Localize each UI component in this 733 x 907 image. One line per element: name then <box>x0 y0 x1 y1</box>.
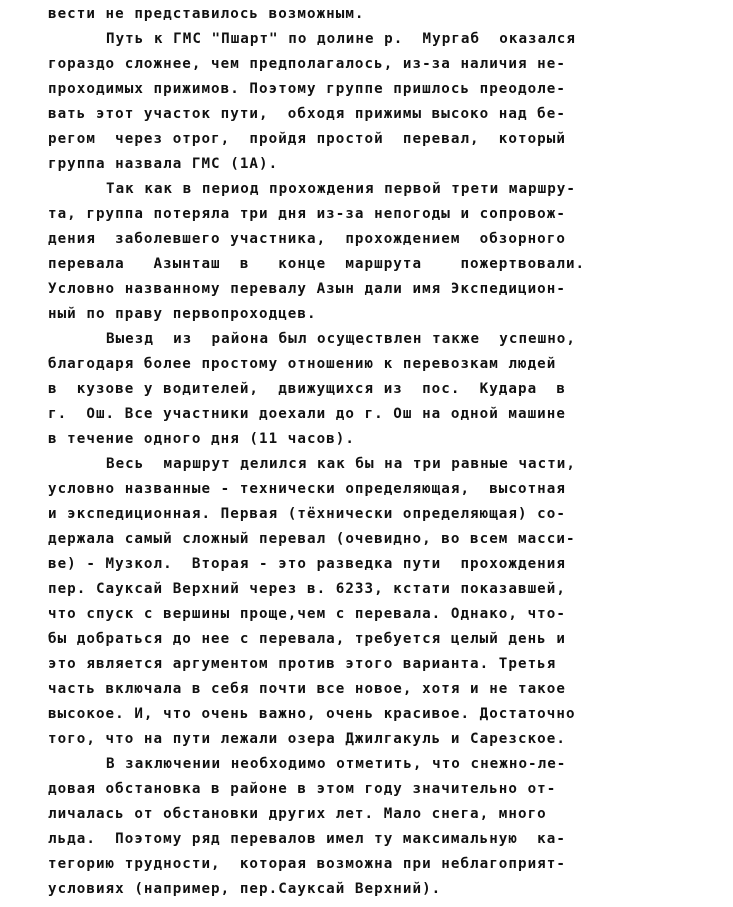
text-line: гораздо сложнее, чем предполагалось, из-за наличия не- <box>48 56 566 72</box>
text-line: ный по праву первопроходцев. <box>48 306 317 322</box>
text-line: это является аргументом против этого варианта. Третья <box>48 656 557 672</box>
text-line: проходимых прижимов. Поэтому группе пришлось преодоле- <box>48 81 566 97</box>
text-line: г. Ош. Все участники доехали до г. Ош на одной машине <box>48 406 566 422</box>
paragraph-start-line: В заключении необходимо отметить, что снежно-ле- <box>106 756 567 772</box>
text-line: тегорию трудности, которая возможна при неблагоприят- <box>48 856 566 872</box>
text-line: пер. Сауксай Верхний через в. 6233, кстати показавшей, <box>48 581 566 597</box>
text-line: того, что на пути лежали озера Джилгакуль и Сарезское. <box>48 731 566 747</box>
text-line: бы добраться до нее с перевала, требуется целый день и <box>48 631 566 647</box>
text-line: и экспедиционная. Первая (тёхнически определяющая) со- <box>48 506 566 522</box>
text-line: часть включала в себя почти все новое, хотя и не такое <box>48 681 566 697</box>
text-line: та, группа потеряла три дня из-за непогоды и сопровож- <box>48 206 566 222</box>
text-line: условно названные - технически определяющая, высотная <box>48 481 566 497</box>
text-line: дения заболевшего участника, прохождением обзорного <box>48 231 566 247</box>
text-line: ве) - Музкол. Вторая - это разведка пути прохождения <box>48 556 566 572</box>
text-line: вать этот участок пути, обходя прижимы высоко над бе- <box>48 106 566 122</box>
paragraph-start-line: Так как в период прохождения первой трети маршру- <box>106 181 576 197</box>
text-line: льда. Поэтому ряд перевалов имел ту максимальную ка- <box>48 831 566 847</box>
text-line: регом через отрог, пройдя простой перевал, который <box>48 131 566 147</box>
text-line: группа назвала ГМС (1А). <box>48 156 279 172</box>
text-line: благодаря более простому отношению к перевозкам людей <box>48 356 557 372</box>
text-line: вести не представилось возможным. <box>48 6 365 22</box>
text-line: перевала Азынташ в конце маршрута пожертвовали. <box>48 256 586 272</box>
text-line: что спуск с вершины проще,чем с перевала. Однако, что- <box>48 606 566 622</box>
text-line: в течение одного дня (11 часов). <box>48 431 355 447</box>
text-line: держала самый сложный перевал (очевидно, во всем масси- <box>48 531 576 547</box>
text-line: Условно названному перевалу Азын дали имя Экспедицион- <box>48 281 566 297</box>
text-line: в кузове у водителей, движущихся из пос. Кудара в <box>48 381 566 397</box>
text-line: довая обстановка в районе в этом году значительно от- <box>48 781 557 797</box>
paragraph-start-line: Весь маршрут делился как бы на три равные части, <box>106 456 576 472</box>
paragraph-start-line: Путь к ГМС "Пшарт" по долине р. Мургаб оказался <box>106 31 576 47</box>
text-line: высокое. И, что очень важно, очень красивое. Достаточно <box>48 706 576 722</box>
text-line: условиях (например, пер.Сауксай Верхний). <box>48 881 442 897</box>
text-line: личалась от обстановки других лет. Мало снега, много <box>48 806 547 822</box>
paragraph-start-line: Выезд из района был осуществлен также успешно, <box>106 331 576 347</box>
